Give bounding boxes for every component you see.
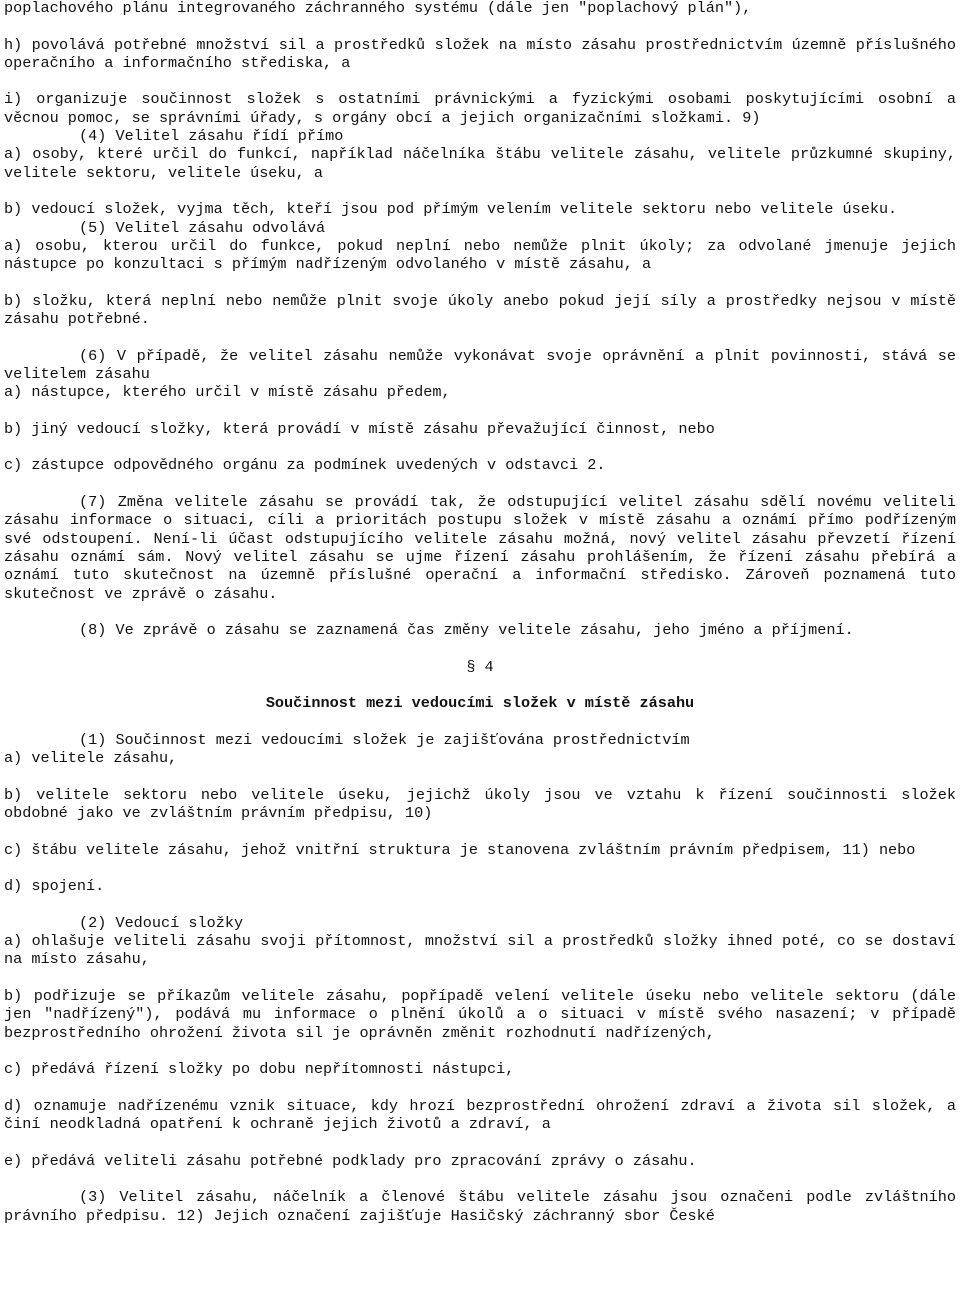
paragraph-cooperation-2-e: e) předává veliteli zásahu potřebné podklady pro zpracování zprávy o zásahu. [4,1151,697,1170]
paragraph-section-6-b: b) jiný vedoucí složky, která provádí v místě zásahu převažující činnost, nebo [4,419,715,438]
paragraph-section-7: (7) Změna velitele zásahu se provádí tak, že odstupující velitel zásahu sdělí novému veliteli zásahu informace o situaci, cíli a prioritách postupu složek v místě zásahu a oznámí přímo podřízeným své odstoupení. Není-li účast odstupujícího velitele zásahu možná, nový velitel zásahu převzetí řízení zásahu oznámí sám. Nový velitel zásahu se ujme řízení zásahu prohlášením, že řízení zásahu přebírá a oznámí tuto skutečnost na územně příslušné operační a informační středisko. Zároveň poznamená tuto skutečnost ve zprávě o zásahu. [4,493,956,603]
paragraph-cooperation-3: (3) Velitel zásahu, náčelník a členové štábu velitele zásahu jsou označeni podle zvláštního právního předpisu. 12) Jejich označení zajišťuje Hasičský záchranný sbor České [4,1188,956,1225]
paragraph-cooperation-1-c: c) štábu velitele zásahu, jehož vnitřní struktura je stanovena zvláštním právním předpisem, 11) nebo [4,840,916,859]
paragraph-cooperation-2-a: a) ohlašuje veliteli zásahu svoji přítomnost, množství sil a prostředků složky ihned poté, co se dostaví na místo zásahu, [4,932,956,969]
paragraph-alarm-plan: poplachového plánu integrovaného záchranného systému (dále jen "poplachový plán"), [4,0,752,17]
paragraph-section-4-b: b) vedoucí složek, vyjma těch, kteří jsou pod přímým velením velitele sektoru nebo velitele úseku. [4,200,898,219]
paragraph-section-5-a: a) osobu, kterou určil do funkce, pokud neplní nebo nemůže plnit úkoly; za odvolané jmenuje jejich nástupce po konzultaci s přímým nadřízeným odvolaného v místě zásahu, a [4,236,956,274]
paragraph-cooperation-2-c: c) předává řízení složky po dobu nepřítomnosti nástupci, [4,1060,515,1079]
paragraph-section-4-a: a) osoby, které určil do funkcí, například náčelníka štábu velitele zásahu, velitele průzkumné skupiny, velitele sektoru, velitele úseku, a [4,145,956,182]
paragraph-cooperation-1-b: b) velitele sektoru nebo velitele úseku, jejichž úkoly jsou ve vztahu k řízení součinnosti složek obdobné jako ve zvláštním právním předpisu, 10) [4,785,956,823]
document-page [4,0,956,1225]
paragraph-section-6-c: c) zástupce odpovědného orgánu za podmínek uvedených v odstavci 2. [4,456,606,475]
paragraph-section-4-heading: (4) Velitel zásahu řídí přímo [79,127,344,146]
paragraph-section-8: (8) Ve zprávě o zásahu se zaznamená čas změny velitele zásahu, jeho jméno a příjmení. [79,621,854,640]
paragraph-section-6-heading: (6) V případě, že velitel zásahu nemůže vykonávat svoje oprávnění a plnit povinnosti, stává se velitelem zásahu [4,346,956,383]
paragraph-cooperation-1-a: a) velitele zásahu, [4,749,178,768]
paragraph-section-5-b: b) složku, která neplní nebo nemůže plnit svoje úkoly anebo pokud její síly a prostředky nejsou v místě zásahu potřebné. [4,291,956,329]
paragraph-cooperation-2-heading: (2) Vedoucí složky [79,913,244,932]
paragraph-cooperation-2-b: b) podřizuje se příkazům velitele zásahu, popřípadě velení velitele úseku nebo velitele sektoru (dále jen "nadřízený"), podává mu informace o plnění úkolů a o situaci v místě svého nasazení; v případě bezprostředního ohrožení života sil je oprávněn změnit rozhodnutí nadřízených, [4,987,956,1042]
paragraph-cooperation-1-d: d) spojení. [4,877,105,896]
paragraph-section-5-heading: (5) Velitel zásahu odvolává [79,218,326,237]
section-title: Součinnost mezi vedoucími složek v místě zásahu [265,694,695,713]
paragraph-item-i: i) organizuje součinnost složek s ostatními právnickými a fyzickými osobami poskytujícími osobní a věcnou pomoc, se správními úřady, s orgány obcí a jejich organizačními složkami. 9) [4,90,956,127]
paragraph-cooperation-2-d: d) oznamuje nadřízenému vznik situace, kdy hrozí bezprostřední ohrožení zdraví a života sil složek, a činí neodkladná opatření k ochraně jejich životů a zdraví, a [4,1096,956,1134]
paragraph-section-6-a: a) nástupce, kterého určil v místě zásahu předem, [4,383,451,402]
paragraph-cooperation-1-heading: (1) Součinnost mezi vedoucími složek je zajišťována prostřednictvím [79,730,690,749]
paragraph-item-h: h) povolává potřebné množství sil a prostředků složek na místo zásahu prostřednictvím územně příslušného operačního a informačního střediska, a [4,35,956,72]
section-number: § 4 [466,657,494,676]
